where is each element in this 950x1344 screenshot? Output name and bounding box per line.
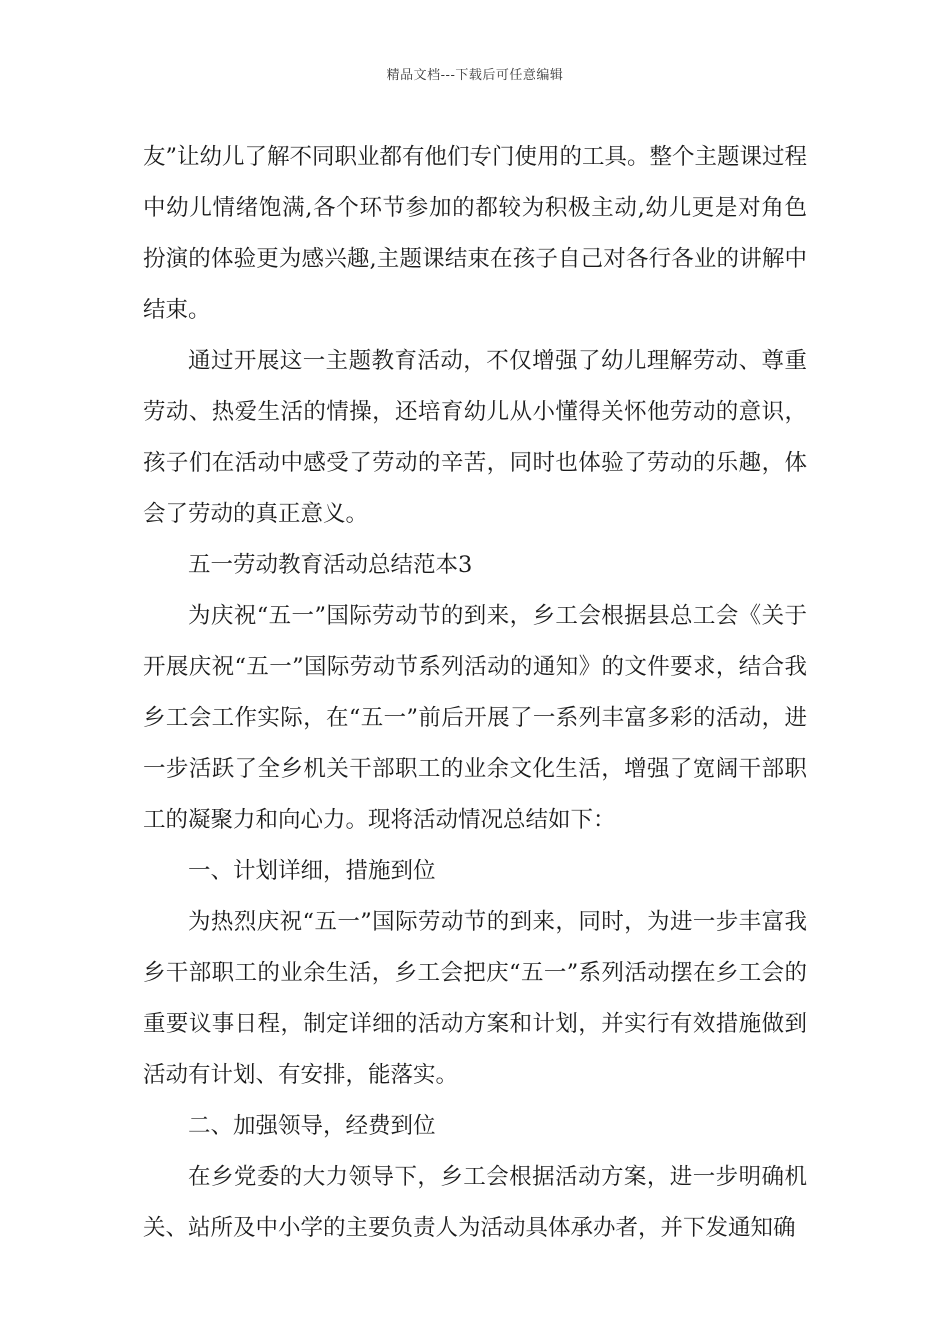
paragraph-intro: 为庆祝“五一”国际劳动节的到来，乡工会根据县总工会《关于开展庆祝“五一”国际劳动节系列活动的通知》的文件要求，结合我乡工会工作实际，在“五一”前后开展了一系列丰富多彩的活动，进一步活跃了全乡机关干部职工的业余文化生活，增强了宽阔干部职工的凝聚力和向心力。现将活动情况总结如下： — [143, 603, 807, 833]
paragraph-summary: 通过开展这一主题教育活动，不仅增强了幼儿理解劳动、尊重劳动、热爱生活的情操，还培育幼儿从小懂得关怀他劳动的意识，孩子们在活动中感受了劳动的辛苦，同时也体验了劳动的乐趣，体会了劳动的真正意义。 — [143, 348, 807, 527]
paragraph-plan: 为热烈庆祝“五一”国际劳动节的到来，同时，为进一步丰富我乡干部职工的业余生活，乡工会把庆“五一”系列活动摆在乡工会的重要议事日程，制定详细的活动方案和计划，并实行有效措施做到活动有计划、有安排，能落实。 — [143, 909, 807, 1088]
document-body — [143, 132, 807, 1254]
section-title: 五一劳动教育活动总结范本3 — [188, 552, 473, 578]
page-header: 精品文档---下载后可任意编辑 — [386, 68, 564, 83]
heading-leadership: 二、加强领导，经费到位 — [188, 1113, 436, 1139]
paragraph-continuation: 友”让幼儿了解不同职业都有他们专门使用的工具。整个主题课过程中幼儿情绪饱满,各个环节参加的都较为积极主动,幼儿更是对角色扮演的体验更为感兴趣,主题课结束在孩子自己对各行各业的讲解中结束。 — [143, 144, 808, 323]
heading-plan: 一、计划详细，措施到位 — [188, 858, 436, 884]
paragraph-leadership: 在乡党委的大力领导下，乡工会根据活动方案，进一步明确机关、站所及中小学的主要负责人为活动具体承办者，并下发通知确 — [143, 1164, 807, 1241]
